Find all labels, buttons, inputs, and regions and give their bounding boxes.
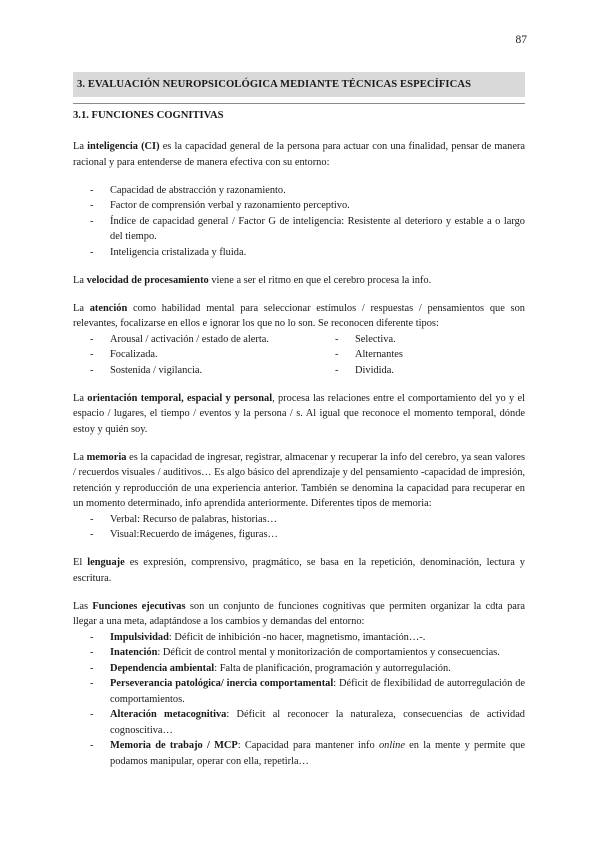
list-item: - Visual:Recuerdo de imágenes, figuras… [73,527,525,543]
list-item: - Alternantes [318,347,525,363]
term-memoria: memoria [86,451,127,463]
list-item: - Factor de comprensión verbal y razonamiento perceptivo. [73,198,525,214]
section-title: 3. EVALUACIÓN NEUROPSICOLÓGICA MEDIANTE TÉCNICAS ESPECÍFICAS [77,79,472,90]
list-item: - Inatención: Déficit de control mental y monitorización de comportamientos y consecuencias. [73,645,525,661]
list-item: - Arousal / activación / estado de alerta. [73,332,318,348]
paragraph-memoria: La memoria es la capacidad de ingresar, registrar, almacenar y recuperar la info del cerebro, ya sean valores / recuerdos visuales / auditivos… Es algo básico del aprendizaje y del pensamiento -capacidad de impresión, retención y reproducción de una experiencia anterior. También se denomina la capacidad para recuperar en un momento determinado, info aprendida anteriormente. Diferentes tipos de memoria: [73,451,525,509]
list-item: - Perseverancia patológica/ inercia comportamental: Déficit de flexibilidad de autorregulación de comportamientos. [73,676,525,707]
term-orientacion: orientación temporal, espacial y personal [87,392,273,404]
list-item: - Selectiva. [318,332,525,348]
list-item: - Índice de capacidad general / Factor G de inteligencia: Resistente al deterioro y estable a o largo del tiempo. [73,214,525,245]
list-atencion [73,332,525,379]
term-velocidad: velocidad de procesamiento [86,274,209,286]
list-item: - Inteligencia cristalizada y fluida. [73,245,525,261]
paragraph-atencion: La atención como habilidad mental para seleccionar estímulos / respuestas / pensamientos que son relevantes, focalizarse en ellos e ignorar los que no lo son. Se reconocen diferente tipos: [73,302,525,329]
paragraph-lenguaje: El lenguaje es expresión, comprensivo, pragmático, se basa en la repetición, denominación, lectura y escritura. [73,557,525,584]
list-item: - Verbal: Recurso de palabras, historias… [73,512,525,528]
list-memoria [73,512,525,543]
list-item: - Memoria de trabajo / MCP: Capacidad para mantener info online en la mente y permite que podamos manipular, operar con ella, repetirla… [73,738,525,769]
section-heading [73,72,525,97]
paragraph-velocidad: La velocidad de procesamiento viene a ser el ritmo en que el cerebro procesa la info. [73,274,432,286]
paragraph-inteligencia: La inteligencia (CI) es la capacidad general de la persona para actuar con una finalidad, pensar de manera racional y para entenderse de manera efectiva con su entorno: [73,141,526,168]
list-item: - Alteración metacognitiva: Déficit al reconocer la naturaleza, consecuencias de actividad cognoscitiva… [73,707,525,738]
list-item: - Sostenida / vigilancia. [73,363,318,379]
paragraph-orientacion: La orientación temporal, espacial y personal, procesa las relaciones entre el comportamiento del yo y el espacio / lugares, el tiempo / eventos y la persona / s. Al igual que reconoce el momento temporal, dónde estoy y quién soy. [73,392,526,435]
paragraph-ejecutivas: Las Funciones ejecutivas son un conjunto de funciones cognitivas que permiten organizar la cdta para llegar a una meta, adaptándose a los cambios y demandas del entorno: [73,600,525,627]
list-item: - Impulsividad: Déficit de inhibición -no hacer, magnetismo, imantación…-. [73,630,525,646]
list-atencion-col-2 [318,332,525,379]
list-atencion-col-1 [73,332,318,379]
term-lenguaje: lenguaje [87,557,125,568]
list-ejecutivas [73,630,525,770]
list-inteligencia [73,183,525,261]
list-item: - Focalizada. [73,347,318,363]
subsection-heading: 3.1. FUNCIONES COGNITIVAS [73,103,525,121]
page-number: 87 [515,34,527,46]
term-inteligencia: inteligencia (CI) [87,141,160,152]
term-ejecutivas: Funciones ejecutivas [92,600,186,612]
list-item: - Dividida. [318,363,525,379]
list-item: - Capacidad de abstracción y razonamiento. [73,183,525,199]
term-atencion: atención [89,302,128,314]
list-item: - Dependencia ambiental: Falta de planificación, programación y autorregulación. [73,661,525,677]
document-body [73,139,525,769]
